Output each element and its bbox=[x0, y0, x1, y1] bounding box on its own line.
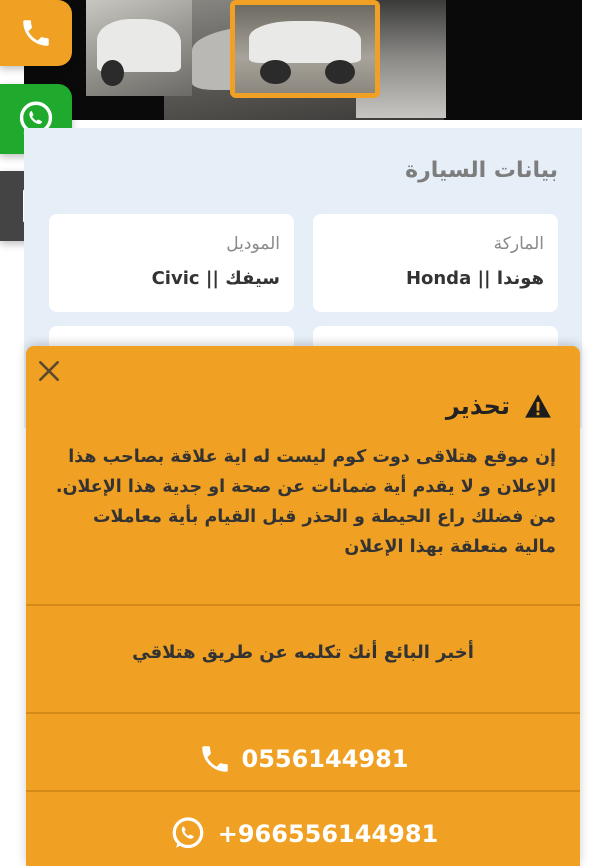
divider bbox=[26, 790, 580, 792]
model-value: سيفك || Civic bbox=[151, 268, 280, 289]
model-card bbox=[49, 214, 294, 312]
whatsapp-seller-button[interactable] bbox=[26, 806, 580, 862]
make-label: الماركة bbox=[493, 234, 544, 254]
model-label: الموديل bbox=[226, 234, 280, 254]
seller-whatsapp: +966556144981 bbox=[217, 820, 439, 848]
warning-modal bbox=[26, 346, 580, 866]
seller-phone: 0556144981 bbox=[241, 745, 409, 773]
warning-title: تحذير bbox=[445, 392, 510, 420]
warning-heading bbox=[446, 392, 552, 420]
make-value: هوندا || Honda bbox=[405, 268, 544, 289]
image-gallery[interactable] bbox=[24, 0, 582, 120]
gallery-thumbnail[interactable] bbox=[86, 0, 192, 96]
close-icon[interactable] bbox=[36, 358, 62, 384]
make-card bbox=[313, 214, 558, 312]
warning-message: إن موقع هتلاقى دوت كوم ليست له اية علاقة بصاحب هذا الإعلان و لا يقدم أية ضمانات عن صحة او جدية هذا الإعلان. من فضلك راع الحيطة و الحذر قبل القيام بأية معاملات مالية متعلقة بهذا الإعلان bbox=[55, 447, 556, 557]
divider bbox=[26, 712, 580, 714]
warning-icon bbox=[524, 393, 552, 419]
whatsapp-icon bbox=[168, 814, 208, 854]
tell-seller-text: أخبر البائع أنك تكلمه عن طريق هتلاقي bbox=[132, 642, 474, 663]
phone-icon bbox=[19, 16, 53, 50]
call-button[interactable] bbox=[0, 0, 72, 66]
divider bbox=[26, 604, 580, 606]
section-title: بيانات السيارة bbox=[405, 158, 558, 183]
gallery-thumbnail-selected[interactable] bbox=[230, 0, 380, 98]
call-seller-button[interactable] bbox=[26, 731, 580, 787]
phone-icon bbox=[198, 742, 232, 776]
